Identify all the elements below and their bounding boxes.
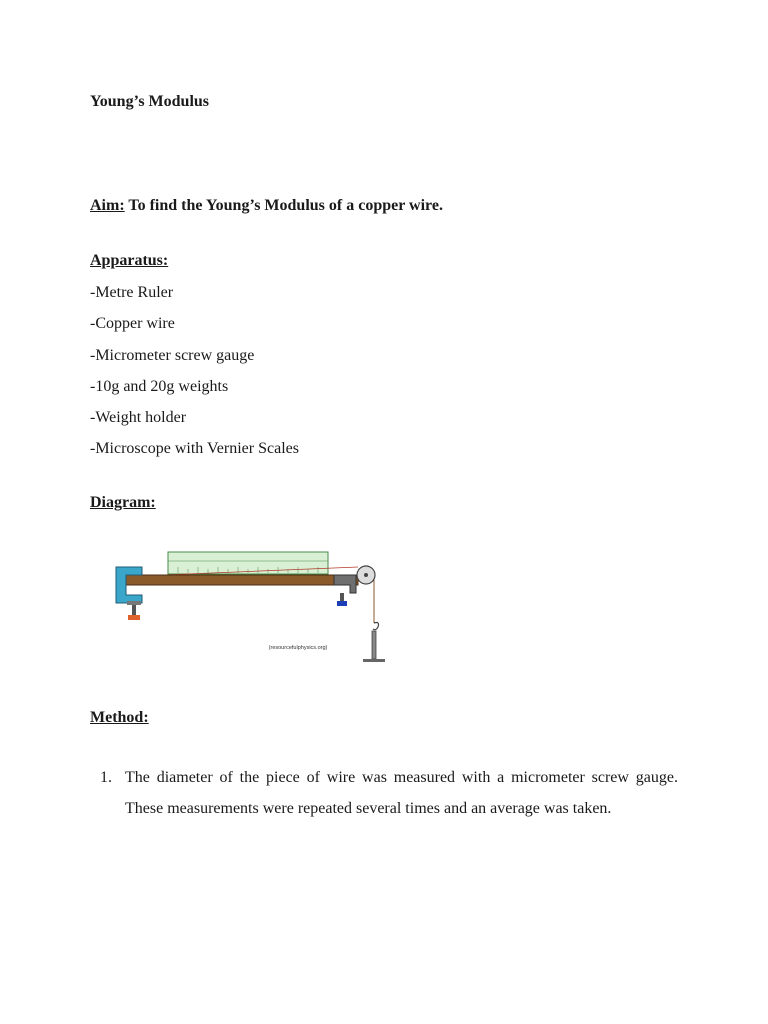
left-clamp-knob <box>128 615 140 620</box>
apparatus-item: -Metre Ruler <box>90 284 174 301</box>
weight-holder-rod <box>372 631 376 659</box>
method-list <box>100 762 678 824</box>
method-heading: Method: <box>90 709 149 726</box>
left-clamp-bar <box>127 601 141 605</box>
right-clamp <box>334 575 356 593</box>
right-clamp-screw <box>340 593 344 601</box>
weight-hook <box>373 623 379 630</box>
apparatus-item: -Weight holder <box>90 409 187 427</box>
aim-text: To find the Young’s Modulus of a copper wire. <box>124 197 443 214</box>
aim-label: Aim: <box>90 197 125 214</box>
weight-holder-base <box>363 659 385 662</box>
apparatus-item: -Microscope with Vernier Scales <box>90 440 299 458</box>
apparatus-list <box>90 283 299 471</box>
apparatus-item: -Micrometer screw gauge <box>90 346 255 364</box>
aim-line <box>90 197 443 215</box>
apparatus-diagram <box>108 545 398 670</box>
method-step-number: 1. <box>100 769 112 786</box>
pulley-axle <box>364 573 368 577</box>
right-clamp-knob <box>337 601 347 606</box>
apparatus-heading: Apparatus: <box>90 252 169 269</box>
method-step <box>100 762 678 824</box>
document-title: Young’s Modulus <box>90 93 210 110</box>
method-step-text: The diameter of the piece of wire was measured with a micrometer screw gauge. These measurements were repeated several times and an average was taken. <box>125 769 678 817</box>
apparatus-item: -Copper wire <box>90 315 175 333</box>
wooden-bench <box>126 575 358 585</box>
diagram-credit: (resourcefulphysics.org) <box>268 645 328 651</box>
diagram-heading: Diagram: <box>90 494 156 511</box>
apparatus-item: -10g and 20g weights <box>90 377 229 395</box>
